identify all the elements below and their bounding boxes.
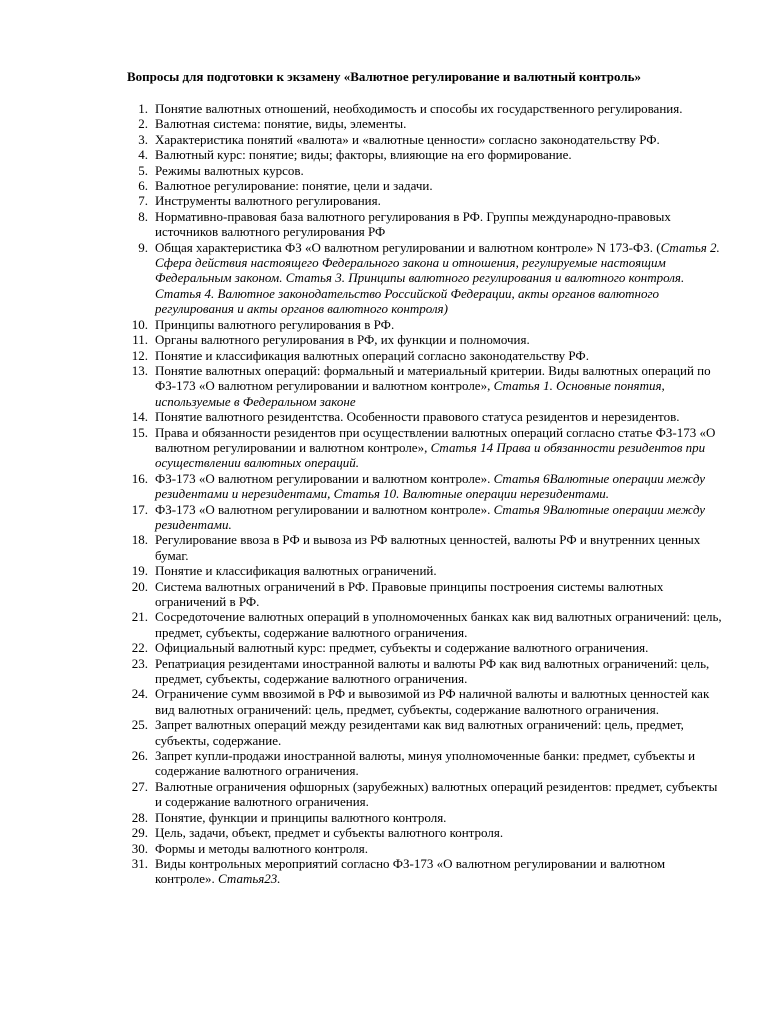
question-text-italic: Статья 1. Основные понятия, используемые в Федеральном законе	[155, 378, 665, 409]
document-title: Вопросы для подготовки к экзамену «Валютное регулирование и валютный контроль»	[126, 69, 642, 84]
question-text-italic: Статья 14 Права и обязанности резидентов при осуществлении валютных операций.	[155, 439, 706, 471]
question-number: 14.	[131, 409, 148, 425]
question-number: 4.	[138, 147, 148, 163]
question-number: 7.	[138, 193, 148, 209]
question-text	[155, 178, 726, 193]
question-text-plain: Регулирование ввоза в РФ и вывоза из РФ валютных ценностей, валюты РФ и внутренних ценных бумаг.	[155, 532, 701, 563]
question-number: 11.	[132, 332, 148, 348]
question-number: 18.	[131, 532, 148, 548]
question-number: 15.	[131, 424, 148, 440]
question-number: 25.	[131, 717, 148, 733]
question-text	[155, 409, 726, 424]
question-number: 21.	[131, 609, 148, 625]
question-item	[126, 640, 726, 655]
question-number: 13.	[131, 362, 148, 378]
question-text-plain: Валютное регулирование: понятие, цели и задачи.	[155, 178, 433, 194]
question-item	[126, 147, 726, 162]
question-number: 3.	[138, 131, 148, 147]
question-item	[126, 116, 726, 131]
question-number: 26.	[131, 748, 148, 764]
question-text	[155, 240, 726, 317]
question-number: 9.	[138, 239, 148, 255]
question-text-plain: Сосредоточение валютных операций в уполномоченных банках как вид валютных ограничений: цель, предмет, субъекты, содержание валютного ограничения.	[155, 609, 722, 640]
question-text	[155, 193, 726, 208]
question-text	[155, 147, 726, 162]
question-number: 28.	[131, 809, 148, 825]
question-text-plain: Инструменты валютного регулирования.	[155, 193, 381, 209]
question-text-plain: Понятие валютных отношений, необходимость и способы их государственного регулирования.	[155, 101, 683, 116]
question-text-italic: Статья23.	[218, 871, 281, 887]
question-item	[126, 579, 726, 610]
question-text	[155, 348, 726, 363]
question-text-plain: Репатриация резидентами иностранной валюты и валюты РФ как вид валютных ограничений: цель, предмет, субъекты, содержание валютного ограничения.	[155, 655, 710, 687]
question-number: 5.	[138, 162, 148, 178]
question-number: 10.	[131, 316, 148, 332]
question-text	[155, 532, 726, 563]
question-number: 17.	[131, 501, 148, 517]
question-text	[155, 116, 726, 131]
question-text	[155, 502, 726, 533]
question-number: 6.	[138, 178, 148, 194]
question-text	[155, 101, 726, 116]
question-text-plain: Общая характеристика ФЗ «О валютном регулировании и валютном контроле» N 173-ФЗ. (	[155, 239, 661, 255]
question-text-plain: Официальный валютный курс: предмет, субъекты и содержание валютного ограничения.	[155, 640, 649, 656]
question-text	[155, 317, 726, 332]
question-number: 16.	[131, 470, 148, 486]
question-text-plain: Ограничение сумм ввозимой в РФ и вывозимой из РФ наличной валюты и валютных ценностей как вид валютных ограничений: цель, предмет, субъекты, содержание валютного ограничения.	[155, 686, 710, 717]
question-item	[126, 532, 726, 563]
question-text	[155, 717, 726, 748]
question-text	[155, 163, 726, 178]
question-item	[126, 240, 726, 317]
question-text	[155, 609, 726, 640]
question-item	[126, 856, 726, 887]
question-item	[126, 209, 726, 240]
question-text	[155, 748, 726, 779]
question-text	[155, 686, 726, 717]
question-number: 23.	[131, 655, 148, 671]
question-item	[126, 178, 726, 193]
question-text	[155, 332, 726, 347]
question-text-plain: Запрет валютных операций между резидентами как вид валютных ограничений: цель, предмет, субъекты, содержание.	[155, 717, 684, 748]
question-text-plain: Понятие валютных операций: формальный и материальный критерии. Виды валютных операций по ФЗ-173 «О валютном регулировании и валютном контроле»,	[155, 362, 711, 394]
question-item	[126, 332, 726, 347]
question-text-italic: Статья 2. Сфера действия настоящего Федерального закона и отношения, регулируемые настоящим Федеральным законом. Статья 3. Принципы валютного регулирования и валютного контроля. Статья 4. Валютное законодательство Российской Федерации, акты органов валютного регулирования и акты органов валютного контроля)	[155, 239, 720, 317]
question-text	[155, 363, 726, 409]
question-text-plain: Система валютных ограничений в РФ. Правовые принципы построения системы валютных ограничений в РФ.	[155, 578, 664, 609]
question-item	[126, 348, 726, 363]
question-item	[126, 363, 726, 409]
question-item	[126, 317, 726, 332]
question-text-plain: Права и обязанности резидентов при осуществлении валютных операций согласно статье ФЗ-173 «О валютном регулировании и валютном контроле»,	[155, 424, 716, 455]
question-text-plain: Цель, задачи, объект, предмет и субъекты валютного контроля.	[155, 825, 504, 841]
question-number: 8.	[138, 208, 148, 224]
question-text-plain: Формы и методы валютного контроля.	[155, 840, 368, 856]
question-item	[126, 163, 726, 178]
question-item	[126, 425, 726, 471]
question-text-plain: Характеристика понятий «валюта» и «валютные ценности» согласно законодательству РФ.	[155, 131, 660, 147]
question-text	[155, 856, 726, 887]
question-text	[155, 579, 726, 610]
question-number: 22.	[131, 640, 148, 656]
question-number: 1.	[138, 101, 148, 116]
question-item	[126, 779, 726, 810]
question-number: 24.	[131, 686, 148, 702]
question-text	[155, 779, 726, 810]
question-item	[126, 502, 726, 533]
question-item	[126, 810, 726, 825]
question-item	[126, 193, 726, 208]
question-text	[155, 841, 726, 856]
question-text-plain: Понятие валютного резидентства. Особенности правового статуса резидентов и нерезидентов.	[155, 409, 680, 425]
question-item	[126, 717, 726, 748]
question-text	[155, 656, 726, 687]
question-number: 31.	[131, 855, 148, 871]
question-text	[155, 471, 726, 502]
question-text	[155, 563, 726, 578]
question-text-plain: Принципы валютного регулирования в РФ.	[155, 316, 395, 332]
question-item	[126, 686, 726, 717]
question-item	[126, 563, 726, 578]
question-text-plain: Понятие и классификация валютных ограничений.	[155, 563, 437, 579]
question-text	[155, 825, 726, 840]
question-text-plain: Валютный курс: понятие; виды; факторы, влияющие на его формирование.	[155, 147, 572, 163]
question-text-plain: Виды контрольных мероприятий согласно ФЗ-173 «О валютном регулировании и валютном контроле».	[155, 855, 666, 887]
question-text-plain: ФЗ-173 «О валютном регулировании и валютном контроле».	[155, 501, 494, 517]
question-item	[126, 609, 726, 640]
question-number: 30.	[131, 840, 148, 856]
question-text-plain: Режимы валютных курсов.	[155, 162, 304, 178]
question-text	[155, 810, 726, 825]
question-number: 27.	[131, 778, 148, 794]
question-text-plain: ФЗ-173 «О валютном регулировании и валютном контроле».	[155, 470, 494, 486]
question-item	[126, 656, 726, 687]
question-item	[126, 748, 726, 779]
question-text-plain: Валютная система: понятие, виды, элементы.	[155, 116, 407, 132]
question-item	[126, 132, 726, 147]
question-text	[155, 132, 726, 147]
question-number: 19.	[131, 563, 148, 579]
question-item	[126, 841, 726, 856]
question-number: 29.	[131, 825, 148, 841]
question-text-plain: Органы валютного регулирования в РФ, их функции и полномочия.	[155, 332, 530, 348]
question-text-plain: Понятие, функции и принципы валютного контроля.	[155, 809, 447, 825]
question-item	[126, 409, 726, 424]
question-number: 20.	[131, 578, 148, 594]
question-text-plain: Валютные ограничения офшорных (зарубежных) валютных операций резидентов: предмет, субъекты и содержание валютного ограничения.	[155, 778, 718, 810]
question-item	[126, 825, 726, 840]
question-number: 2.	[138, 116, 148, 132]
question-number: 12.	[131, 347, 148, 363]
question-item	[126, 101, 726, 116]
question-text	[155, 425, 726, 471]
question-item	[126, 471, 726, 502]
question-text-italic: Статья 9Валютные операции между резидентами.	[155, 501, 706, 532]
question-list	[126, 101, 726, 887]
question-text-plain: Понятие и классификация валютных операций согласно законодательству РФ.	[155, 347, 589, 363]
question-text-italic: Статья 6Валютные операции между резидентами и нерезидентами, Статья 10. Валютные операции нерезидентами.	[155, 470, 706, 502]
question-text-plain: Нормативно-правовая база валютного регулирования в РФ. Группы международно-правовых источников валютного регулирования РФ	[155, 208, 671, 240]
question-text-plain: Запрет купли-продажи иностранной валюты, минуя уполномоченные банки: предмет, субъекты и содержание валютного ограничения.	[155, 748, 696, 779]
question-text	[155, 209, 726, 240]
question-text	[155, 640, 726, 655]
